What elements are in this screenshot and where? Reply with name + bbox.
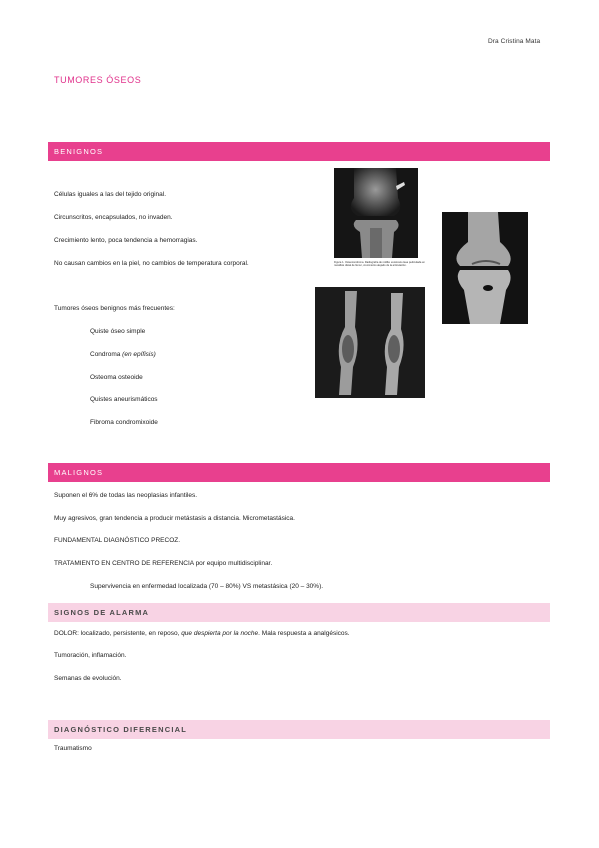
diagnostico-line-1: Traumatismo bbox=[54, 745, 92, 752]
section-heading-diagnostico: DIAGNÓSTICO DIFERENCIAL bbox=[48, 720, 550, 739]
dolor-line bbox=[54, 630, 350, 637]
knee-xray-image bbox=[334, 168, 418, 258]
benignos-item-3: Osteoma osteoide bbox=[90, 374, 143, 381]
dolor-text: localizado, persistente, en reposo, bbox=[78, 630, 182, 637]
benignos-item-1: Quiste óseo simple bbox=[90, 328, 146, 335]
dolor-emphasis: que despierta por la noche bbox=[181, 630, 259, 637]
condroma-note: (en epífisis) bbox=[122, 351, 156, 358]
benignos-line-2: Circunscritos, encapsulados, no invaden. bbox=[54, 214, 173, 221]
malignos-line-4: TRATAMIENTO EN CENTRO DE REFERENCIA por equipo multidisciplinar. bbox=[54, 560, 273, 567]
benignos-item-5: Fibroma condromixoide bbox=[90, 419, 158, 426]
benignos-item-2-label: Condroma bbox=[90, 351, 121, 358]
benignos-item-4: Quistes aneurismáticos bbox=[90, 396, 158, 403]
malignos-line-1: Suponen el 6% de todas las neoplasias infantiles. bbox=[54, 492, 198, 499]
alarma-line-3: Semanas de evolución. bbox=[54, 675, 122, 682]
malignos-line-3: FUNDAMENTAL DIAGNÓSTICO PRECOZ. bbox=[54, 537, 181, 544]
benignos-line-4: No causan cambios en la piel, no cambios de temperatura corporal. bbox=[54, 260, 249, 267]
dolor-end: . Mala respuesta a analgésicos. bbox=[258, 630, 350, 637]
malignos-line-2: Muy agresivos, gran tendencia a producir metástasis a distancia. Micrometastásica. bbox=[54, 515, 295, 522]
long-bone-xray-image bbox=[315, 287, 425, 398]
benignos-line-3: Crecimiento lento, poca tendencia a hemorragias. bbox=[54, 237, 198, 244]
benignos-frecuentes-title: Tumores óseos benignos más frecuentes: bbox=[54, 305, 175, 312]
alarma-line-2: Tumoración, inflamación. bbox=[54, 652, 127, 659]
author-name: Dra Cristina Mata bbox=[488, 38, 541, 45]
benignos-line-1: Células iguales a las del tejido original. bbox=[54, 191, 167, 198]
dolor-label: DOLOR: bbox=[54, 630, 79, 637]
tibia-xray-image bbox=[442, 212, 528, 324]
section-heading-signos-alarma: SIGNOS DE ALARMA bbox=[48, 603, 550, 622]
section-heading-malignos: MALIGNOS bbox=[48, 463, 550, 482]
benignos-item-2 bbox=[90, 351, 156, 358]
figure-caption: Figura 1. Osteocondroma. Radiografía de rodilla: exostosis ósea pediculada en metáfisis distal de fémur, crecimiento alejado de la articulación. bbox=[334, 261, 425, 267]
supervivencia-line: Supervivencia en enfermedad localizada (70 – 80%) VS metastásica (20 – 30%). bbox=[90, 583, 324, 590]
document-title: TUMORES ÓSEOS bbox=[54, 75, 142, 85]
section-heading-benignos: BENIGNOS bbox=[48, 142, 550, 161]
